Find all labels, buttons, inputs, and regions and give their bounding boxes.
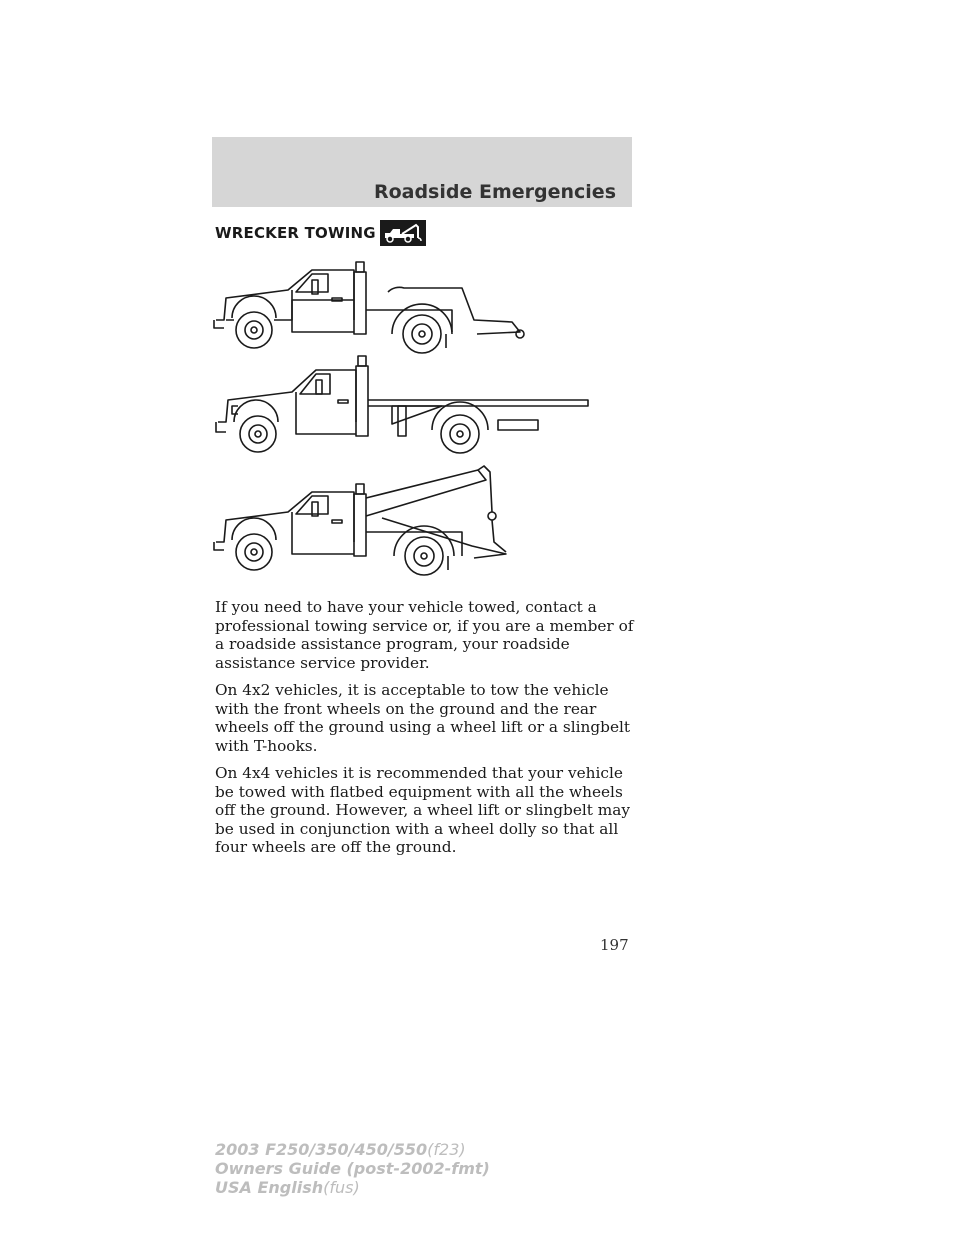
paragraph: If you need to have your vehicle towed, contact a professional towing service or, if you are a member of a roadside assistance program, your roadside assistance service provider. bbox=[215, 598, 634, 672]
wheel-lift-tow-truck bbox=[214, 262, 524, 353]
footer-model: 2003 F250/350/450/550 bbox=[215, 1140, 428, 1159]
section-heading: WRECKER TOWING bbox=[215, 224, 376, 242]
header-band bbox=[212, 137, 632, 207]
footer-line bbox=[215, 1140, 490, 1159]
page-number: 197 bbox=[600, 936, 629, 954]
footer-model-code: (f23) bbox=[427, 1140, 466, 1159]
tow-truck-icon bbox=[380, 220, 426, 246]
footer bbox=[215, 1140, 490, 1197]
paragraph: On 4x4 vehicles it is recommended that your vehicle be towed with flatbed equipment with all the wheels off the ground. However, a wheel lift or slingbelt may be used in conjunction with a wheel dolly so that all four wheels are off the ground. bbox=[215, 764, 631, 856]
footer-language: USA English bbox=[215, 1178, 324, 1197]
footer-line bbox=[215, 1178, 490, 1197]
heading-row bbox=[215, 218, 426, 248]
section-title: Roadside Emergencies bbox=[373, 181, 616, 203]
body-text bbox=[215, 598, 635, 866]
boom-wrecker-tow-truck bbox=[214, 466, 506, 575]
footer-guide: Owners Guide (post-2002-fmt) bbox=[215, 1159, 490, 1178]
footer-line bbox=[215, 1159, 490, 1178]
tow-truck-illustrations bbox=[212, 250, 602, 590]
footer-language-code: (fus) bbox=[323, 1178, 360, 1197]
paragraph: On 4x2 vehicles, it is acceptable to tow the vehicle with the front wheels on the ground and the rear wheels off the ground using a wheel lift or a slingbelt with T-hooks. bbox=[215, 681, 631, 755]
flatbed-tow-truck bbox=[216, 356, 588, 453]
